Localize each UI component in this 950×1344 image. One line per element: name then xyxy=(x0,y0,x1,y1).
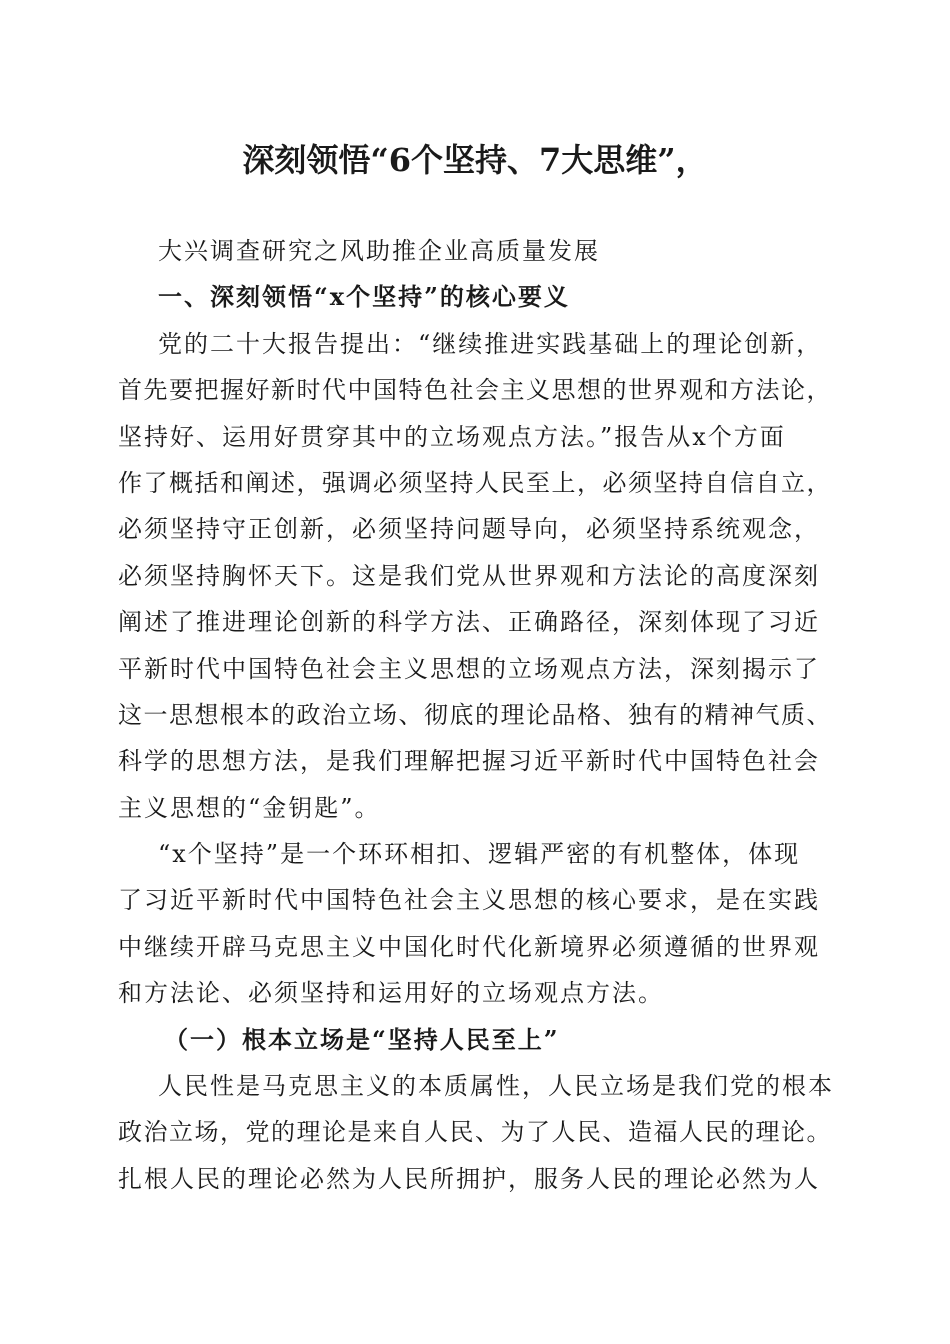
paragraph-line: 中继续开辟马克思主义中国化时代化新境界必须遵循的世界观 xyxy=(118,932,820,961)
paragraph-line: 这一思想根本的政治立场、彻底的理论品格、独有的精神气质、 xyxy=(118,700,832,729)
subtitle-line: 大兴调查研究之风助推企业高质量发展 xyxy=(158,237,600,265)
paragraph-line: 科学的思想方法，是我们理解把握习近平新时代中国特色社会 xyxy=(118,747,820,776)
document-body xyxy=(118,228,838,1202)
section-heading-1: 一、深刻领悟“x个坚持”的核心要义 xyxy=(158,282,570,312)
paragraph-line: 党的二十大报告提出：“继续推进实践基础上的理论创新， xyxy=(158,329,823,358)
paragraph-line: 作了概括和阐述，强调必须坚持人民至上，必须坚持自信自立， xyxy=(118,468,832,497)
paragraph-line: 扎根人民的理论必然为人民所拥护，服务人民的理论必然为人 xyxy=(118,1164,820,1193)
paragraph-line: 人民性是马克思主义的本质属性，人民立场是我们党的根本 xyxy=(158,1072,834,1101)
paragraph-line: 必须坚持守正创新，必须坚持问题导向，必须坚持系统观念， xyxy=(118,515,820,544)
document-title: 深刻领悟“6个坚持、7大思维”， xyxy=(242,141,708,179)
paragraph-line: 坚持好、运用好贯穿其中的立场观点方法。”报告从x个方面 xyxy=(118,422,786,451)
paragraph-line: 和方法论、必须坚持和运用好的立场观点方法。 xyxy=(118,979,664,1008)
subsection-heading-1: （一）根本立场是“坚持人民至上” xyxy=(164,1024,560,1054)
paragraph-line: “x个坚持”是一个环环相扣、逻辑严密的有机整体，体现 xyxy=(158,840,801,869)
paragraph-line: 主义思想的“金钥匙”。 xyxy=(118,793,381,822)
paragraph-line: 首先要把握好新时代中国特色社会主义思想的世界观和方法论， xyxy=(118,376,832,405)
paragraph-line: 平新时代中国特色社会主义思想的立场观点方法，深刻揭示了 xyxy=(118,654,820,683)
paragraph-line: 阐述了推进理论创新的科学方法、正确路径，深刻体现了习近 xyxy=(118,608,820,637)
paragraph-line: 必须坚持胸怀天下。这是我们党从世界观和方法论的高度深刻 xyxy=(118,561,820,590)
paragraph-line: 政治立场，党的理论是来自人民、为了人民、造福人民的理论。 xyxy=(118,1118,832,1147)
paragraph-line: 了习近平新时代中国特色社会主义思想的核心要求，是在实践 xyxy=(118,886,820,915)
